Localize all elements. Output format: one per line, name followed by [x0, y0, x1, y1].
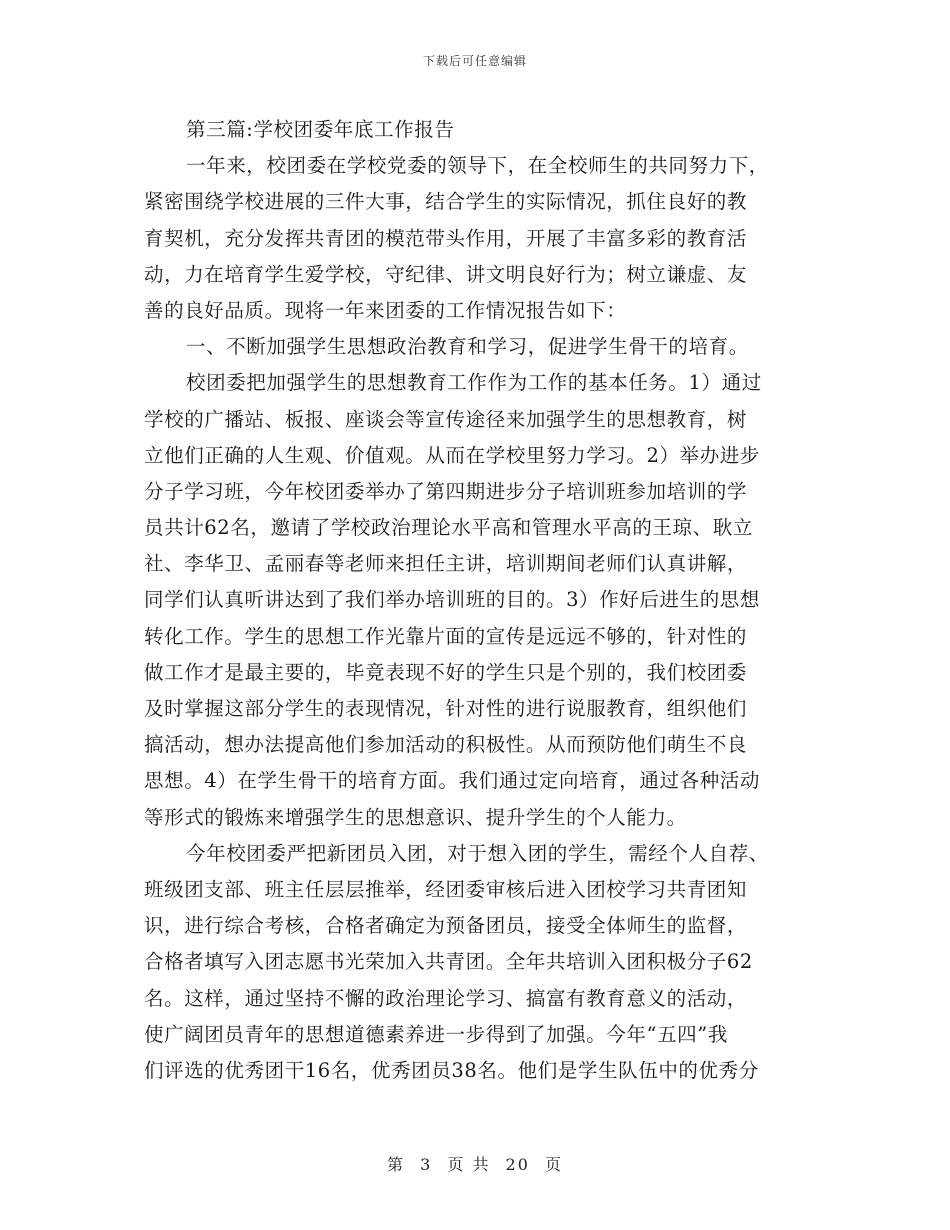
text-line: 做工作才是最主要的，毕竟表现不好的学生只是个别的，我们校团委 — [144, 660, 748, 684]
text-line: 同学们认真听讲达到了我们举办培训班的目的。3）作好后进生的思想 — [144, 588, 761, 612]
text-line: 合格者填写入团志愿书光荣加入共青团。全年共培训入团积极分子62 — [144, 950, 753, 974]
text-line: 等形式的锻炼来增强学生的思想意识、提升学生的个人能力。 — [144, 805, 687, 829]
text-line: 及时掌握这部分学生的表现情况，针对性的进行说服教育，组织他们 — [144, 697, 748, 720]
text-line: 一、不断加强学生思想政治教育和学习，促进学生骨干的培育。 — [186, 335, 749, 359]
text-line: 们评选的优秀团干16名，优秀团员38名。他们是学生队伍中的优秀分 — [144, 1058, 759, 1082]
text-line: 使广阔团员青年的思想道德素养进一步得到了加强。今年“五四”我 — [144, 1022, 728, 1046]
text-line: 善的良好品质。现将一年来团委的工作情况报告如下： — [144, 298, 627, 322]
text-line: 员共计62名，邀请了学校政治理论水平高和管理水平高的王琼、耿立 — [144, 516, 753, 540]
page-footer — [0, 1152, 950, 1175]
text-line: 一年来，校团委在学校党委的领导下，在全校师生的共同努力下， — [186, 154, 769, 178]
text-line: 学校的广播站、板报、座谈会等宣传途径来加强学生的思想教育，树 — [144, 407, 748, 431]
text-line: 思想。4）在学生骨干的培育方面。我们通过定向培育，通过各种活动 — [144, 769, 761, 793]
text-line: 社、李华卫、孟丽春等老师来担任主讲，培训期间老师们认真讲解， — [144, 552, 748, 576]
text-line: 第三篇:学校团委年底工作报告 — [186, 118, 455, 141]
document-body — [144, 112, 810, 1089]
text-line: 转化工作。学生的思想工作光靠片面的宣传是远远不够的，针对性的 — [144, 624, 748, 648]
footer-label-pages: 页 — [545, 1155, 564, 1174]
footer-total-pages: 20 — [505, 1155, 530, 1174]
text-line: 分子学习班，今年校团委举办了第四期进步分子培训班参加培训的学 — [144, 479, 748, 503]
text-line: 校团委把加强学生的思想教育工作作为工作的基本任务。1）通过 — [186, 371, 762, 395]
text-line: 班级团支部、班主任层层推举，经团委审核后进入团校学习共青团知 — [144, 877, 748, 901]
text-line: 名。这样，通过坚持不懈的政治理论学习、搞富有教育意义的活动， — [144, 986, 748, 1010]
footer-current-page: 3 — [420, 1155, 433, 1174]
text-line: 搞活动，想办法提高他们参加活动的积极性。从而预防他们萌生不良 — [144, 733, 748, 757]
text-line: 识，进行综合考核，合格者确定为预备团员，接受全体师生的监督， — [144, 914, 748, 938]
footer-label-of: 页 共 — [447, 1155, 491, 1174]
footer-label-page: 第 — [386, 1155, 405, 1174]
text-line: 立他们正确的人生观、价值观。从而在学校里努力学习。2）举办进步 — [144, 443, 761, 467]
text-line: 育契机，充分发挥共青团的模范带头作用，开展了丰富多彩的教育活 — [144, 226, 748, 250]
text-line: 今年校团委严把新团员入团，对于想入团的学生，需经个人自荐、 — [186, 841, 769, 865]
page-header-note: 下载后可任意编辑 — [422, 54, 527, 68]
text-line: 动，力在培育学生爱学校，守纪律、讲文明良好行为；树立谦虚、友 — [144, 262, 748, 286]
text-line: 紧密围绕学校进展的三件大事，结合学生的实际情况，抓住良好的教 — [144, 190, 748, 214]
